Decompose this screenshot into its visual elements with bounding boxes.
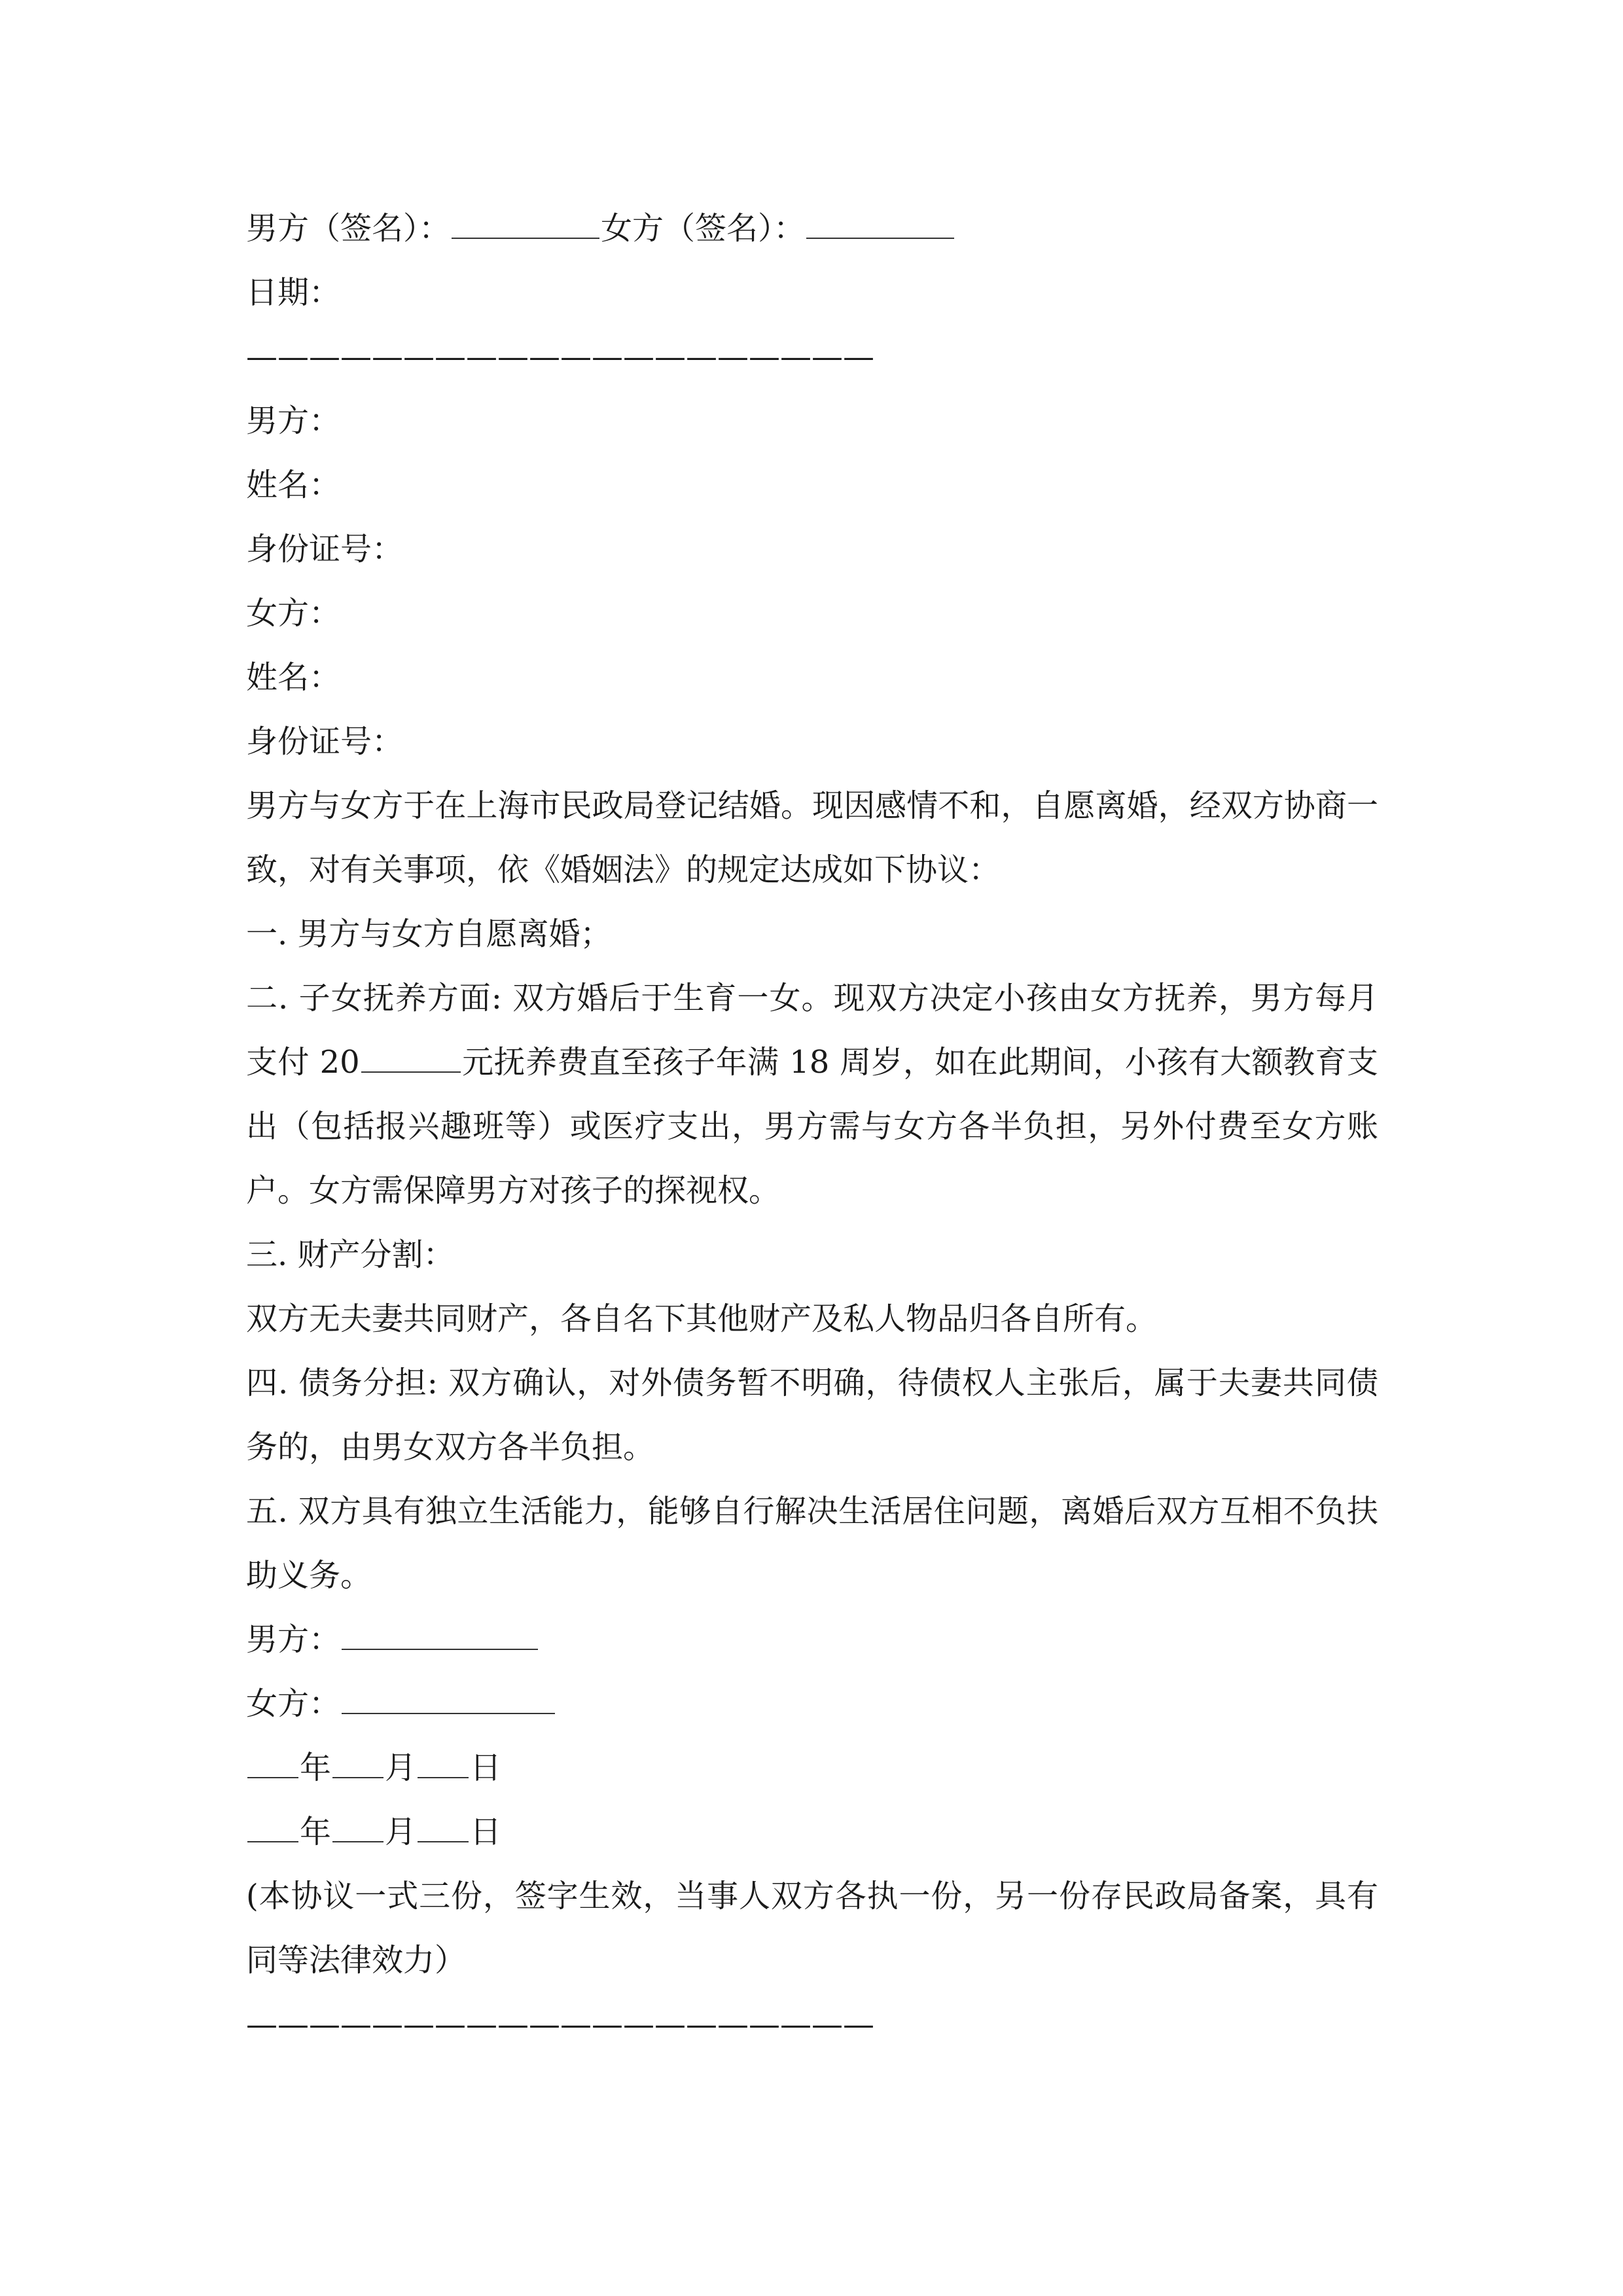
- month-blank: [332, 1776, 383, 1778]
- female-id-field: 身份证号：: [246, 723, 404, 760]
- male-sign-label: 男方：: [246, 1621, 341, 1658]
- clause-1: 一. 男方与女方自愿离婚；: [246, 916, 612, 952]
- clause-2: [246, 966, 1378, 1223]
- month-blank: [332, 1840, 383, 1842]
- female-sign-line: [246, 1672, 1378, 1736]
- day-blank: [418, 1776, 469, 1778]
- male-signature-blank: [452, 237, 599, 239]
- year-blank: [247, 1840, 298, 1842]
- male-sign-blank: [342, 1648, 538, 1650]
- separator-bottom: ————————————————————: [246, 2006, 874, 2043]
- clause-3-title: 三. 财产分割：: [246, 1236, 455, 1273]
- male-sign-line: [246, 1607, 1378, 1672]
- signature-line: [246, 196, 1378, 260]
- year-blank: [247, 1776, 298, 1778]
- year-label: 年: [300, 1749, 332, 1786]
- day-label: 日: [470, 1814, 502, 1850]
- year-label: 年: [300, 1814, 332, 1850]
- note-paragraph: (本协议一式三份，签字生效，当事人双方各执一份，另一份存民政局备案，具有同等法律效力）: [246, 1878, 1378, 1979]
- clause-2-before: 二. 子女抚养方面: 双方婚后于生育一女。现双方决定小孩由女方抚养，男方每月支付 20: [246, 980, 1378, 1081]
- date-line-2: [246, 1800, 1378, 1864]
- female-heading: 女方：: [246, 595, 341, 632]
- male-heading: 男方：: [246, 403, 341, 439]
- document-body: [246, 196, 1378, 2056]
- clause-2-after: 元抚养费直至孩子年满 18 周岁，如在此期间，小孩有大额教育支出（包括报兴趣班等）或医疗支出，男方需与女方各半负担，另外付费至女方账户。女方需保障男方对孩子的探视权。: [246, 1044, 1378, 1209]
- amount-blank: [361, 1071, 461, 1073]
- female-sign-blank: [342, 1712, 555, 1714]
- female-name-field: 姓名：: [246, 659, 341, 696]
- date-label: 日期：: [246, 274, 341, 311]
- female-sign-label: 女方：: [246, 1685, 341, 1722]
- separator-top: ————————————————————: [246, 338, 874, 375]
- date-line-1: [246, 1736, 1378, 1800]
- day-blank: [418, 1840, 469, 1842]
- day-label: 日: [470, 1749, 502, 1786]
- female-signature-blank: [806, 237, 954, 239]
- month-label: 月: [385, 1814, 417, 1850]
- clause-4: 四. 债务分担: 双方确认，对外债务暂不明确，待债权人主张后，属于夫妻共同债务的，由男女双方各半负担。: [246, 1365, 1378, 1465]
- clause-5: 五. 双方具有独立生活能力，能够自行解决生活居住问题，离婚后双方互相不负扶助义务。: [246, 1493, 1378, 1594]
- male-id-field: 身份证号：: [246, 531, 404, 567]
- intro-paragraph: 男方与女方于在上海市民政局登记结婚。现因感情不和，自愿离婚，经双方协商一致，对有关事项，依《婚姻法》的规定达成如下协议：: [246, 787, 1378, 888]
- female-signature-label: 女方（签名）：: [601, 210, 806, 247]
- month-label: 月: [385, 1749, 417, 1786]
- clause-3-body: 双方无夫妻共同财产，各自名下其他财产及私人物品归各自所有。: [246, 1300, 1158, 1337]
- male-name-field: 姓名：: [246, 467, 341, 503]
- male-signature-label: 男方（签名）：: [246, 210, 451, 247]
